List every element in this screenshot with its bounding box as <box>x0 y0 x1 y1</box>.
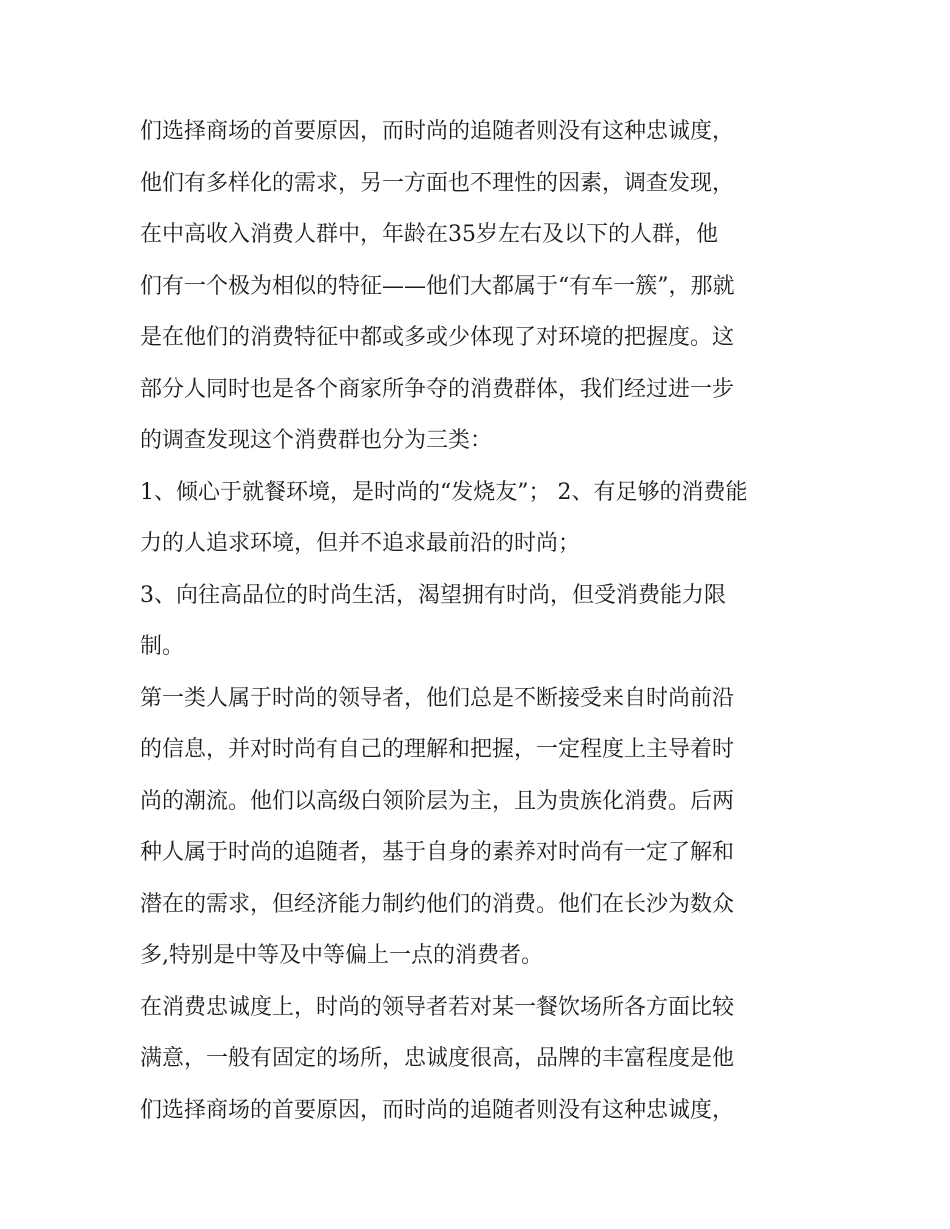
document-body <box>140 106 812 1136</box>
text-line: 满意，一般有固定的场所，忠诚度很高，品牌的丰富程度是他 <box>140 1046 735 1071</box>
text-line: 尚的潮流。他们以高级白领阶层为主，且为贵族化消费。后两 <box>140 788 735 814</box>
text-line: 们选择商场的首要原因，而时尚的追随者则没有这种忠诚度， <box>140 1097 735 1123</box>
text-line: 们有一个极为相似的特征——他们大都属于“有车一簇”，那就 <box>140 273 735 299</box>
text-line: 多,特别是中等及中等偏上一点的消费者。 <box>140 943 543 968</box>
text-line: 在中高收入消费人群中，年龄在35岁左右及以下的人群，他 <box>140 222 718 247</box>
list-item-line: 1、倾心于就餐环境，是时尚的“发烧友”； 2、有足够的消费能 <box>140 479 748 505</box>
list-item-line: 力的人追求环境，但并不追求最前沿的时尚； <box>140 531 581 556</box>
text-line: 的信息，并对时尚有自己的理解和把握，一定程度上主导着时 <box>140 737 735 762</box>
text-line: 第一类人属于时尚的领导者，他们总是不断接受来自时尚前沿 <box>140 685 735 711</box>
text-line: 潜在的需求，但经济能力制约他们的消费。他们在长沙为数众 <box>140 891 735 917</box>
list-item-line: 3、向往高品位的时尚生活，渴望拥有时尚，但受消费能力限 <box>140 582 726 608</box>
text-line: 们选择商场的首要原因，而时尚的追随者则没有这种忠诚度， <box>140 119 735 144</box>
text-line: 部分人同时也是各个商家所争夺的消费群体，我们经过进一步 <box>140 376 735 402</box>
list-item-line: 制。 <box>140 634 185 659</box>
text-line: 是在他们的消费特征中都或多或少体现了对环境的把握度。这 <box>140 325 735 350</box>
text-line: 在消费忠诚度上，时尚的领导者若对某一餐饮场所各方面比较 <box>140 994 735 1020</box>
text-line: 他们有多样化的需求，另一方面也不理性的因素，调查发现， <box>140 170 735 196</box>
text-line: 的调查发现这个消费群也分为三类： <box>140 428 493 453</box>
text-line: 种人属于时尚的追随者，基于自身的素养对时尚有一定了解和 <box>140 840 735 865</box>
